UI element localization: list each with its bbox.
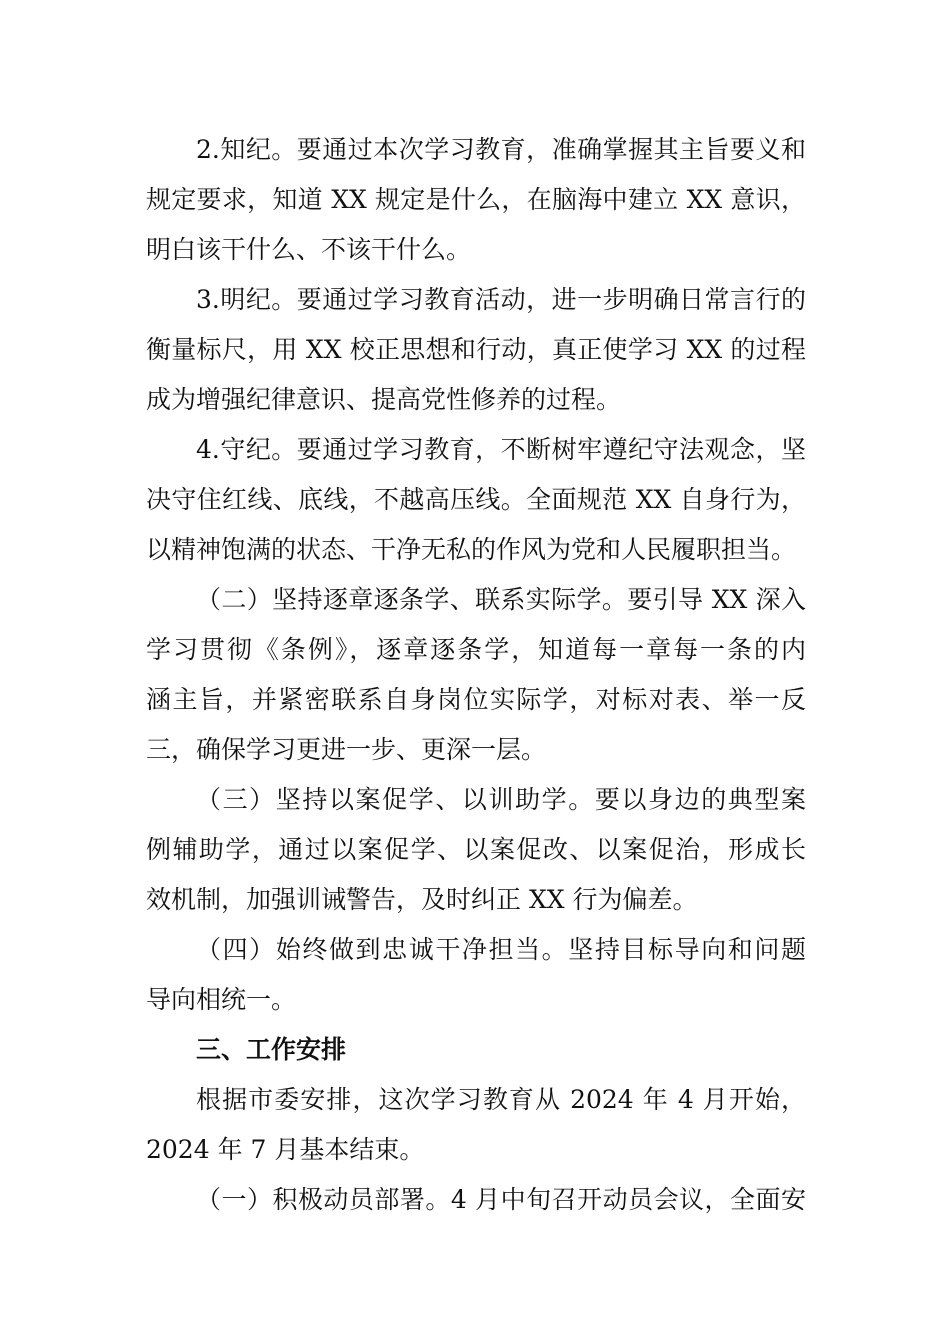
para-two-line-3: 涵主旨，并紧密联系自身岗位实际学，对标对表、举一反: [146, 685, 806, 714]
para-two-line-2: 学习贯彻《条例》，逐章逐条学，知道每一章每一条的内: [146, 635, 806, 664]
para-shouji-line-2: 决守住红线、底线，不越高压线。全面规范 XX 自身行为，: [146, 485, 806, 514]
para-mingji-line-2: 衡量标尺，用 XX 校正思想和行动，真正使学习 XX 的过程: [146, 335, 806, 364]
para-two-line-4: 三，确保学习更进一步、更深一层。: [146, 735, 547, 764]
para-zhiji-line-2: 规定要求，知道 XX 规定是什么，在脑海中建立 XX 意识，: [146, 185, 806, 214]
para-four-line-2: 导向相统一。: [146, 985, 297, 1014]
section-heading-work-arrangement: 三、工作安排: [196, 1035, 347, 1064]
para-mingji-line-1: 3.明纪。要通过学习教育活动，进一步明确日常言行的: [196, 285, 806, 314]
para-schedule-line-1: 根据市委安排，这次学习教育从 2024 年 4 月开始，: [196, 1085, 806, 1114]
para-zhiji-line-1: 2.知纪。要通过本次学习教育，准确掌握其主旨要义和: [196, 135, 806, 164]
para-four-line-1: （四）始终做到忠诚干净担当。坚持目标导向和问题: [196, 935, 806, 964]
para-mobilize-line-1: （一）积极动员部署。4 月中旬召开动员会议，全面安: [196, 1185, 806, 1214]
para-shouji-line-1: 4.守纪。要通过学习教育，不断树牢遵纪守法观念，坚: [196, 435, 806, 464]
para-three-line-1: （三）坚持以案促学、以训助学。要以身边的典型案: [196, 785, 806, 814]
para-two-line-1: （二）坚持逐章逐条学、联系实际学。要引导 XX 深入: [196, 585, 806, 614]
para-three-line-3: 效机制，加强训诫警告，及时纠正 XX 行为偏差。: [146, 885, 698, 914]
para-shouji-line-3: 以精神饱满的状态、干净无私的作风为党和人民履职担当。: [146, 535, 797, 564]
para-schedule-line-2: 2024 年 7 月基本结束。: [146, 1135, 425, 1164]
para-three-line-2: 例辅助学，通过以案促学、以案促改、以案促治，形成长: [146, 835, 806, 864]
para-mingji-line-3: 成为增强纪律意识、提高党性修养的过程。: [146, 385, 622, 414]
para-zhiji-line-3: 明白该干什么、不该干什么。: [146, 235, 472, 264]
